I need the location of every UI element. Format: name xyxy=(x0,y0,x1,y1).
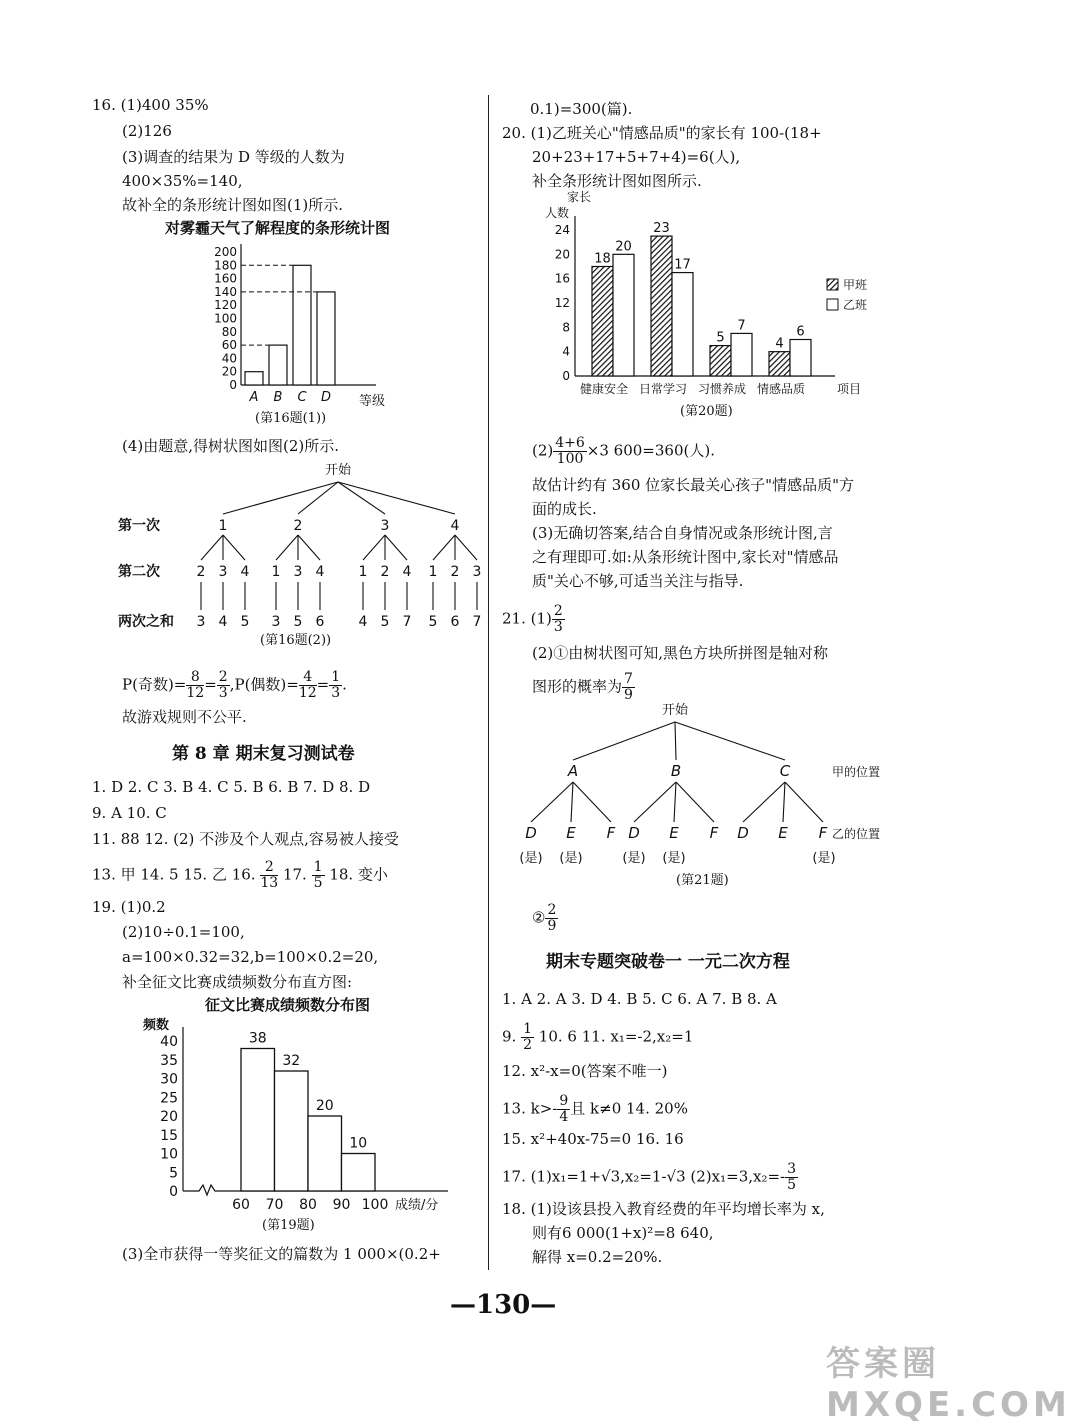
sec-answers-3: 12. x²-x=0(答案不唯一) xyxy=(502,1062,668,1080)
bar xyxy=(317,292,335,385)
y-tick-label: 160 xyxy=(214,271,237,286)
tree-branch xyxy=(223,535,245,560)
tree-branch xyxy=(298,535,320,560)
histogram-bar xyxy=(275,1071,309,1191)
histogram-bar xyxy=(342,1154,376,1192)
fraction: $\frac{1}{3}$ xyxy=(331,669,341,701)
q21-line3: 图形的概率为 $\frac{7}{9}$ xyxy=(532,671,633,703)
y-tick-label: 140 xyxy=(214,284,237,299)
y-tick-label: 35 xyxy=(160,1052,178,1069)
tree-node-sum: 4 xyxy=(358,614,368,630)
y-tick-label: 0 xyxy=(169,1184,178,1200)
tree-row-label: 第二次 xyxy=(118,564,160,580)
tree-branch xyxy=(743,782,785,822)
chart2-caption: (第20题) xyxy=(680,404,733,419)
sec-answers-5: 15. x²+40x-75=0 16. 16 xyxy=(502,1130,684,1148)
watermark: 答案圈 MXQE.COM xyxy=(826,1344,1071,1425)
tree-node-first: 3 xyxy=(380,518,390,534)
legend-swatch xyxy=(827,279,838,290)
y-axis-label: 人数 xyxy=(545,206,570,220)
data-label: 7 xyxy=(737,318,746,334)
tree-branch xyxy=(634,782,676,822)
q20-line1: 20. (1)乙班关心"情感品质"的家长有 100-(18+ xyxy=(502,124,822,142)
tree-node-second: D xyxy=(737,824,749,842)
tree-branch xyxy=(338,482,455,514)
y-tick-label: 5 xyxy=(169,1165,178,1182)
sec-answers-9: 解得 x=0.2=20%. xyxy=(532,1248,663,1266)
tree-diagram-2 xyxy=(500,700,920,880)
tree-row-label: 两次之和 xyxy=(118,614,174,630)
fraction: $\frac{1}{5}$ xyxy=(313,859,323,891)
p-even-label: ,P(偶数)= xyxy=(229,675,299,694)
q20-line2: 20+23+17+5+7+4)=6(人), xyxy=(532,148,741,166)
y-tick-label: 40 xyxy=(160,1034,178,1050)
sec-answers-8: 则有6 000(1+x)²=8 640, xyxy=(532,1224,714,1242)
chart1-title: 对雾霾天气了解程度的条形统计图 xyxy=(165,219,391,237)
y-tick-label: 100 xyxy=(214,311,237,326)
x-tick-label: D xyxy=(320,390,332,405)
q20-line8: 之有理即可.如:从条形统计图中,家长对"情感品 xyxy=(532,548,839,566)
y-tick-label: 0 xyxy=(229,378,237,392)
tree-node-second: D xyxy=(628,824,640,842)
tree-node-first: A xyxy=(567,762,579,780)
tree-node-second: 1 xyxy=(358,564,368,580)
y-axis-label: 频数 xyxy=(143,1018,170,1033)
chart2 xyxy=(530,190,900,403)
x-tick-label: 90 xyxy=(332,1197,351,1213)
tree-node-first: C xyxy=(779,762,791,780)
tree-branch xyxy=(675,722,785,760)
fraction: $\frac{4}{12}$ xyxy=(298,669,317,701)
q19-line4: 补全征文比赛成绩频数分布直方图: xyxy=(122,973,353,991)
tree-yes-label: (是) xyxy=(519,851,543,866)
bar xyxy=(293,265,311,385)
fraction: $\frac{7}{9}$ xyxy=(624,671,633,703)
q20-line4: (2) $\frac{4+6}{100}$ ×3 600=360(人). xyxy=(532,435,715,467)
q16-line1: 16. (1)400 35% xyxy=(92,96,209,114)
q16-conclusion: 故游戏规则不公平. xyxy=(122,708,247,726)
tree1-caption: (第16题(2)) xyxy=(260,633,332,648)
x-tick-label: 情感品质 xyxy=(757,382,806,396)
tree-node-second: F xyxy=(818,824,828,842)
tree-branch xyxy=(385,535,407,560)
q16-line3: (3)调查的结果为 D 等级的人数为 xyxy=(122,148,345,166)
sec-answers-7: 18. (1)设该县投入教育经费的年平均增长率为 x, xyxy=(502,1200,825,1218)
y-tick-label: 16 xyxy=(554,271,570,286)
ch8-answers-4: 13. 甲 14. 5 15. 乙 16. $\frac{2}{13}$ 17. $\frac{1}{5}$ 18. 变小 xyxy=(92,859,388,891)
histogram-title: 征文比赛成绩频数分布图 xyxy=(205,996,371,1014)
y-tick-label: 20 xyxy=(554,247,570,262)
tree-root-label: 开始 xyxy=(324,463,352,478)
tree-branch xyxy=(783,782,785,822)
tree-branch xyxy=(455,535,477,560)
y-tick-label: 20 xyxy=(221,364,237,379)
tree-node-sum: 5 xyxy=(293,614,303,630)
q20-line5: 故估计约有 360 位家长最关心孩子"情感品质"方 xyxy=(532,476,854,494)
tree-node-first: 1 xyxy=(218,518,228,534)
histogram-bar xyxy=(308,1116,342,1191)
q20-line7: (3)无确切答案,结合自身情况或条形统计图,言 xyxy=(532,524,833,542)
y-tick-label: 180 xyxy=(214,258,237,273)
data-label: 23 xyxy=(653,221,670,237)
tree-node-second: 2 xyxy=(450,564,460,580)
data-label: 10 xyxy=(349,1135,368,1152)
x-tick-label: 60 xyxy=(232,1197,250,1213)
tree-node-second: 4 xyxy=(402,564,412,580)
tree-row-label: 第一次 xyxy=(118,518,160,534)
y-tick-label: 8 xyxy=(562,320,570,335)
tree-branch xyxy=(573,722,675,760)
tree-node-sum: 5 xyxy=(240,614,250,630)
bar-series-1 xyxy=(710,346,731,376)
data-label: 17 xyxy=(674,257,691,273)
tree-branch xyxy=(674,782,676,822)
fraction: $\frac{9}{4}$ xyxy=(559,1093,569,1125)
tree-yes-label: (是) xyxy=(662,851,686,866)
x-tick-label: 100 xyxy=(361,1197,389,1213)
q16-line5: 故补全的条形统计图如图(1)所示. xyxy=(122,196,344,214)
tree-diagram-1 xyxy=(110,460,490,645)
y-tick-label: 200 xyxy=(214,245,237,259)
q20-line6: 面的成长. xyxy=(532,500,597,518)
tree-node-second: D xyxy=(525,824,537,842)
tree-node-sum: 4 xyxy=(218,614,228,630)
bar-series-1 xyxy=(651,236,672,376)
bar-series-2 xyxy=(731,333,752,376)
histogram xyxy=(125,1015,465,1215)
bar-series-2 xyxy=(672,273,693,376)
tree-node-sum: 5 xyxy=(380,614,390,630)
tree-node-sum: 5 xyxy=(428,614,438,630)
fraction: $\frac{2}{13}$ xyxy=(260,859,279,891)
bar-series-2 xyxy=(613,254,634,376)
x-tick-label: 习惯养成 xyxy=(698,382,747,396)
tree-node-sum: 7 xyxy=(472,614,482,630)
section-title: 期末专题突破卷一 一元二次方程 xyxy=(546,952,790,972)
x-tick-label: 日常学习 xyxy=(639,382,688,396)
tree-node-sum: 7 xyxy=(402,614,412,630)
tree-root-label: 开始 xyxy=(661,703,689,718)
tree-branch xyxy=(276,535,298,560)
sec-answers-6: 17. (1)x₁=1+√3,x₂=1-√3 (2)x₁=3,x₂=- $\frac{3}{5}$ xyxy=(502,1161,797,1193)
y-tick-label: 15 xyxy=(160,1127,178,1144)
y-tick-label: 60 xyxy=(221,338,237,353)
legend-label: 甲班 xyxy=(843,278,868,292)
q19-line1: 19. (1)0.2 xyxy=(92,898,166,916)
data-label: 18 xyxy=(594,251,611,267)
legend-swatch xyxy=(827,299,838,310)
y-tick-label: 25 xyxy=(160,1090,178,1107)
y-axis-label: 家长 xyxy=(567,190,592,204)
q21-line4: ② $\frac{2}{9}$ xyxy=(532,902,557,934)
legend-label: 乙班 xyxy=(843,298,868,312)
histogram-caption: (第19题) xyxy=(262,1218,315,1233)
ch8-answers-2: 9. A 10. C xyxy=(92,804,167,822)
x-axis-label: 成绩/分 xyxy=(395,1198,439,1213)
y-tick-label: 0 xyxy=(562,369,570,383)
fraction: $\frac{3}{5}$ xyxy=(787,1161,797,1193)
bar xyxy=(245,372,263,385)
tree-node-second: 1 xyxy=(271,564,281,580)
fraction: $\frac{2}{3}$ xyxy=(553,603,563,635)
bar xyxy=(269,345,287,385)
y-tick-label: 120 xyxy=(214,298,237,313)
tree-branch xyxy=(223,482,338,514)
tree-node-second: 1 xyxy=(428,564,438,580)
fraction: $\frac{8}{12}$ xyxy=(186,669,205,701)
tree-branch xyxy=(676,782,714,822)
tree-branch xyxy=(571,782,573,822)
y-tick-label: 80 xyxy=(221,324,237,339)
tree-yes-label: (是) xyxy=(812,851,836,866)
chapter8-title: 第 8 章 期末复习测试卷 xyxy=(172,744,355,764)
tree-node-second: 3 xyxy=(218,564,228,580)
fraction: $\frac{2}{3}$ xyxy=(218,669,228,701)
sec-answers-1: 1. A 2. A 3. D 4. B 5. C 6. A 7. B 8. A xyxy=(502,990,777,1008)
tree-node-sum: 6 xyxy=(450,614,460,630)
x-axis-label: 项目 xyxy=(837,382,862,396)
data-label: 4 xyxy=(775,336,784,352)
data-label: 38 xyxy=(248,1030,267,1047)
tree-node-second: 3 xyxy=(472,564,482,580)
sec-answers-2: 9. $\frac{1}{2}$ 10. 6 11. x₁=-2,x₂=1 xyxy=(502,1021,694,1053)
ch8-answers-3: 11. 88 12. (2) 不涉及个人观点,容易被人接受 xyxy=(92,830,399,848)
tree-branch xyxy=(785,782,823,822)
tree-node-first: B xyxy=(670,762,682,780)
tree-branch xyxy=(298,482,338,514)
tree-node-second: F xyxy=(709,824,719,842)
tree-node-second: E xyxy=(778,824,788,842)
x-tick-label: 健康安全 xyxy=(580,382,629,396)
q16-line6: (4)由题意,得树状图如图(2)所示. xyxy=(122,437,340,455)
data-label: 5 xyxy=(716,330,725,346)
y-tick-label: 4 xyxy=(562,344,570,359)
tree-level-label: 甲的位置 xyxy=(832,765,881,779)
fraction: $\frac{1}{2}$ xyxy=(523,1021,533,1053)
x-tick-label: C xyxy=(297,390,307,405)
q19-line5: (3)全市获得一等奖征文的篇数为 1 000×(0.2+ xyxy=(122,1245,441,1263)
q16-line2: (2)126 xyxy=(122,122,172,140)
data-label: 32 xyxy=(282,1053,301,1069)
tree-branch xyxy=(338,482,385,514)
tree-node-second: F xyxy=(606,824,616,842)
q16-line4: 400×35%=140, xyxy=(122,172,243,190)
y-tick-label: 12 xyxy=(554,296,570,310)
histogram-bar xyxy=(241,1049,275,1192)
column-divider xyxy=(488,95,489,1270)
probability-line: P(奇数)= $\frac{8}{12}$ = $\frac{2}{3}$ ,P(偶数)= $\frac{4}{12}$ = $\frac{1}{3}$ . xyxy=(122,669,347,701)
x-tick-label: 70 xyxy=(265,1197,284,1213)
tree-branch xyxy=(573,782,611,822)
tree-yes-label: (是) xyxy=(622,851,646,866)
tree-branch xyxy=(433,535,455,560)
tree-branch xyxy=(531,782,573,822)
tree-node-second: 4 xyxy=(240,564,250,580)
x-tick-label: 80 xyxy=(299,1197,317,1213)
tree-branch xyxy=(363,535,385,560)
q19-line2: (2)10÷0.1=100, xyxy=(122,923,245,941)
q20-line9: 质"关心不够,可适当关注与指导. xyxy=(532,572,744,590)
y-tick-label: 24 xyxy=(554,223,570,237)
x-tick-label: A xyxy=(249,390,259,405)
x-axis-label: 等级 xyxy=(359,394,386,409)
bar-series-1 xyxy=(592,267,613,377)
tree-level-label: 乙的位置 xyxy=(832,827,881,841)
fraction: $\frac{4+6}{100}$ xyxy=(555,435,585,467)
q21-line2: (2)①由树状图可知,黑色方块所拼图是轴对称 xyxy=(532,644,829,662)
q21-line1: 21. (1) $\frac{2}{3}$ xyxy=(502,603,563,635)
page-number: —130— xyxy=(450,1290,557,1320)
q19-line3: a=100×0.32=32,b=100×0.2=20, xyxy=(122,948,379,966)
data-label: 20 xyxy=(615,239,632,255)
y-tick-label: 20 xyxy=(160,1109,178,1125)
fraction: $\frac{2}{9}$ xyxy=(547,902,557,934)
tree-node-second: 2 xyxy=(380,564,390,580)
tree-node-sum: 6 xyxy=(315,614,325,630)
tree-node-sum: 3 xyxy=(196,614,206,630)
sec-answers-4: 13. k>- $\frac{9}{4}$ 且 k≠0 14. 20% xyxy=(502,1093,688,1125)
y-tick-label: 10 xyxy=(160,1146,178,1163)
chart1-caption: (第16题(1)) xyxy=(255,411,327,426)
bar-series-2 xyxy=(790,340,811,377)
q20-line3: 补全条形统计图如图所示. xyxy=(532,172,702,190)
ch8-answers-1: 1. D 2. C 3. B 4. C 5. B 6. B 7. D 8. D xyxy=(92,778,371,796)
tree-node-first: 2 xyxy=(293,518,303,534)
tree2-caption: (第21题) xyxy=(676,873,729,888)
tree-node-second: 4 xyxy=(315,564,325,580)
y-tick-label: 40 xyxy=(221,351,237,366)
chart1 xyxy=(205,240,405,430)
tree-branch xyxy=(675,722,676,760)
tree-node-second: 2 xyxy=(196,564,206,580)
tree-node-first: 4 xyxy=(450,518,460,534)
x-tick-label: B xyxy=(273,390,283,405)
data-label: 20 xyxy=(315,1098,334,1114)
tree-node-sum: 3 xyxy=(271,614,281,630)
tree-node-second: 3 xyxy=(293,564,303,580)
tree-node-second: E xyxy=(566,824,576,842)
tree-branch xyxy=(201,535,223,560)
bar-series-1 xyxy=(769,352,790,376)
q19-continued: 0.1)=300(篇). xyxy=(530,100,633,118)
y-tick-label: 30 xyxy=(160,1071,178,1088)
data-label: 6 xyxy=(796,324,805,340)
tree-node-second: E xyxy=(669,824,679,842)
p-odd-label: P(奇数)= xyxy=(122,675,187,694)
tree-yes-label: (是) xyxy=(559,851,583,866)
